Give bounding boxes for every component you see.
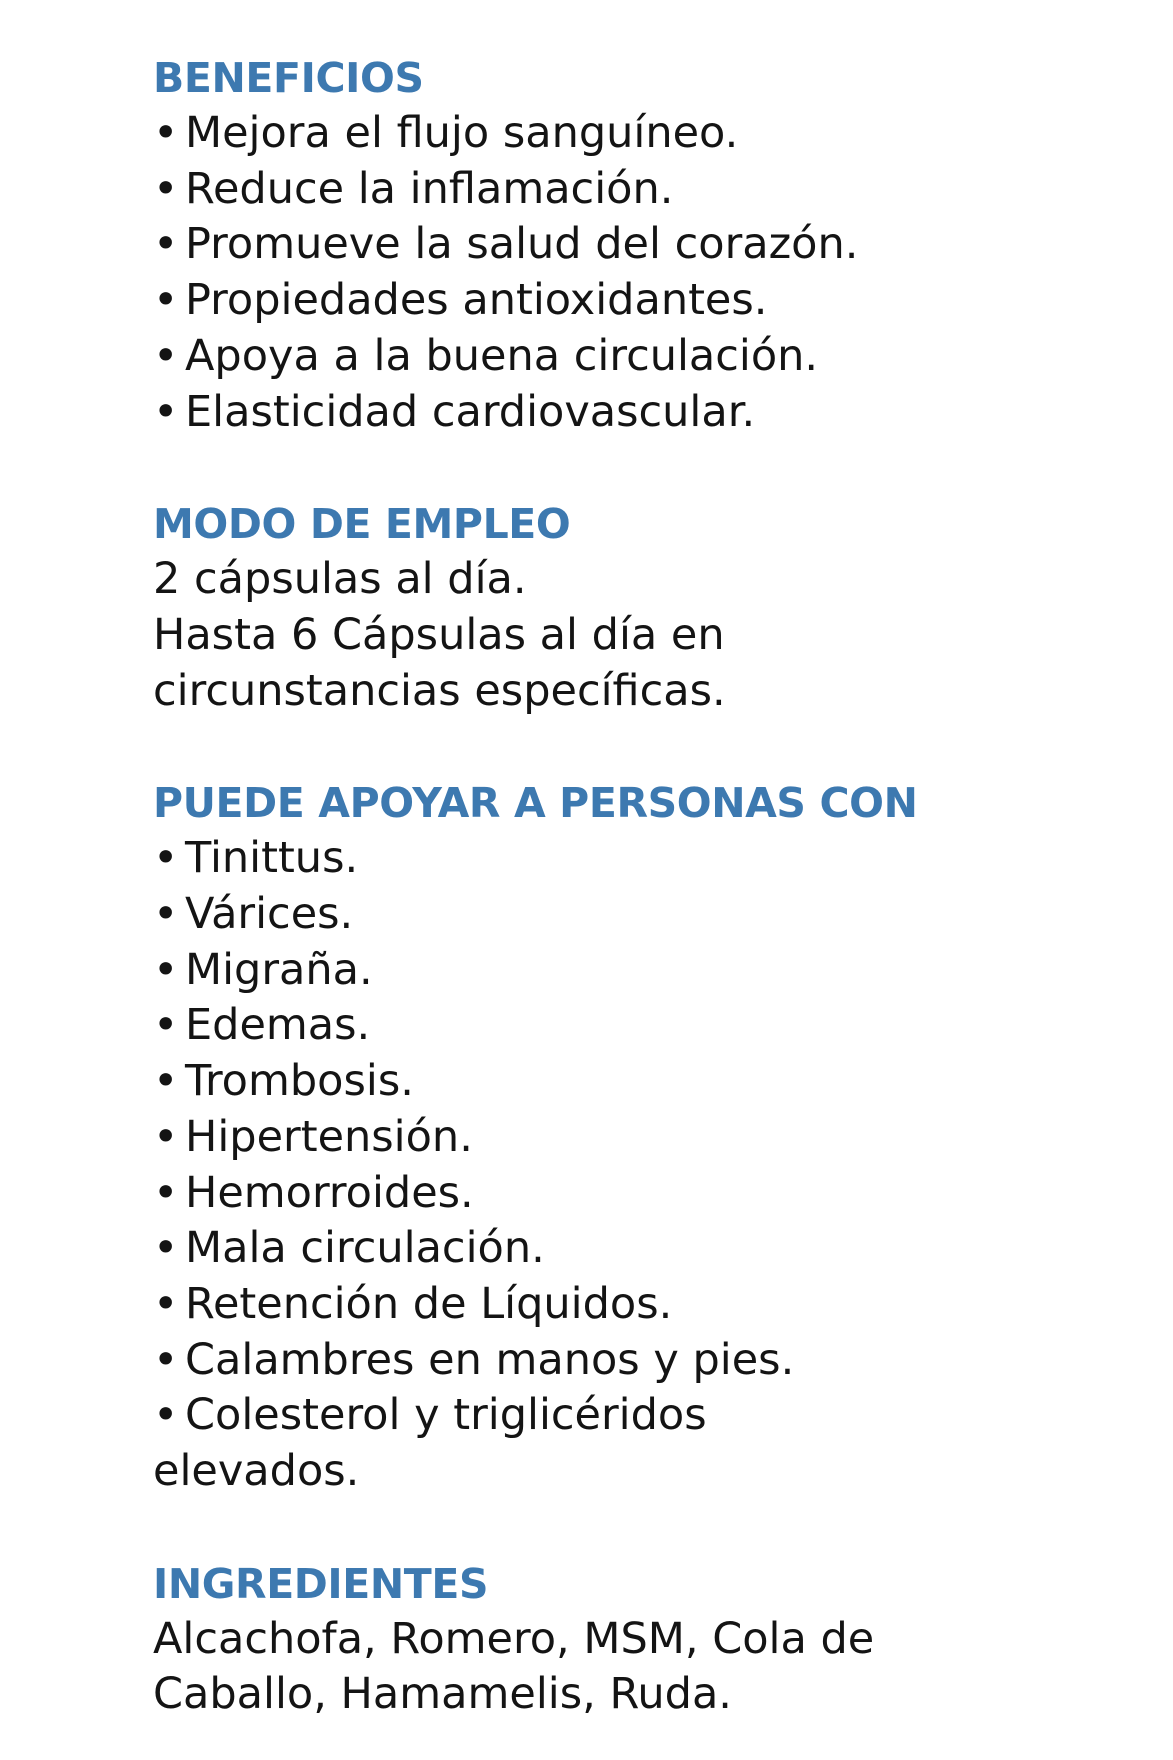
- list-item-text: Edemas.: [185, 1000, 371, 1051]
- beneficios-list: [153, 106, 1153, 440]
- dosage-line: circunstancias específicas.: [153, 665, 726, 716]
- list-item: [153, 385, 1153, 441]
- bullet-icon: •: [153, 219, 179, 270]
- list-item: [153, 831, 1153, 887]
- list-item-text: Hipertensión.: [185, 1111, 473, 1162]
- bullet-icon: •: [153, 1111, 179, 1162]
- bullet-icon: •: [153, 163, 179, 214]
- bullet-icon: •: [153, 1390, 179, 1441]
- list-item-text: Mejora el flujo sanguíneo.: [185, 108, 739, 158]
- bullet-icon: •: [153, 1167, 179, 1218]
- dosage-line: 2 cápsulas al día.: [153, 554, 527, 605]
- bullet-icon: •: [153, 1056, 179, 1107]
- ingredients-line: Caballo, Hamamelis, Ruda.: [153, 1669, 732, 1720]
- list-item-text: Colesterol y triglicéridos: [185, 1390, 707, 1441]
- list-item: [153, 1388, 1153, 1444]
- list-item-text: Hemorroides.: [185, 1167, 474, 1218]
- product-info-document: [153, 50, 1153, 1723]
- modo-de-empleo-section: [153, 496, 1153, 719]
- list-item: [153, 1166, 1153, 1222]
- bullet-icon: •: [153, 108, 179, 158]
- conditions-list: [153, 831, 1153, 1444]
- puede-apoyar-heading: PUEDE APOYAR A PERSONAS CON: [153, 779, 918, 828]
- list-item-text: Elasticidad cardiovascular.: [185, 386, 756, 437]
- list-item-text: Tinittus.: [185, 833, 359, 884]
- bullet-icon: •: [153, 330, 179, 381]
- list-item: [153, 106, 1153, 162]
- ingredientes-heading: INGREDIENTES: [153, 1559, 489, 1608]
- beneficios-heading: BENEFICIOS: [153, 54, 424, 102]
- bullet-icon: •: [153, 386, 179, 437]
- list-item: [153, 887, 1153, 943]
- list-item: [153, 998, 1153, 1054]
- bullet-icon: •: [153, 1334, 179, 1385]
- bullet-icon: •: [153, 944, 179, 995]
- list-item: [153, 1277, 1153, 1333]
- modo-de-empleo-heading: MODO DE EMPLEO: [153, 500, 571, 549]
- list-item-text: Várices.: [185, 889, 354, 940]
- bullet-icon: •: [153, 1278, 179, 1329]
- list-item-text: Promueve la salud del corazón.: [185, 219, 859, 270]
- beneficios-section: [153, 50, 1153, 440]
- bullet-icon: •: [153, 1223, 179, 1274]
- list-item: [153, 162, 1153, 218]
- puede-apoyar-section: [153, 775, 1153, 1499]
- list-item-text: Trombosis.: [185, 1056, 414, 1107]
- list-item-text: Retención de Líquidos.: [185, 1278, 673, 1329]
- list-item-text: Calambres en manos y pies.: [185, 1334, 795, 1385]
- bullet-icon: •: [153, 1000, 179, 1051]
- bullet-icon: •: [153, 889, 179, 940]
- list-item: [153, 329, 1153, 385]
- list-item: [153, 943, 1153, 999]
- dosage-line: Hasta 6 Cápsulas al día en: [153, 609, 725, 660]
- ingredients-line: Alcachofa, Romero, MSM, Cola de: [153, 1613, 875, 1664]
- list-item: [153, 1221, 1153, 1277]
- list-item-text: Migraña.: [185, 944, 373, 995]
- list-item-text: Apoya a la buena circulación.: [185, 330, 819, 381]
- list-item: [153, 217, 1153, 273]
- list-item-text: Mala circulación.: [185, 1223, 545, 1274]
- list-item-continuation: elevados.: [153, 1446, 360, 1497]
- list-item-text: Propiedades antioxidantes.: [185, 275, 768, 326]
- list-item: [153, 1333, 1153, 1389]
- ingredientes-section: [153, 1556, 1153, 1723]
- list-item: [153, 1110, 1153, 1166]
- list-item-text: Reduce la inflamación.: [185, 163, 674, 214]
- list-item: [153, 273, 1153, 329]
- list-item: [153, 1054, 1153, 1110]
- bullet-icon: •: [153, 833, 179, 884]
- bullet-icon: •: [153, 275, 179, 326]
